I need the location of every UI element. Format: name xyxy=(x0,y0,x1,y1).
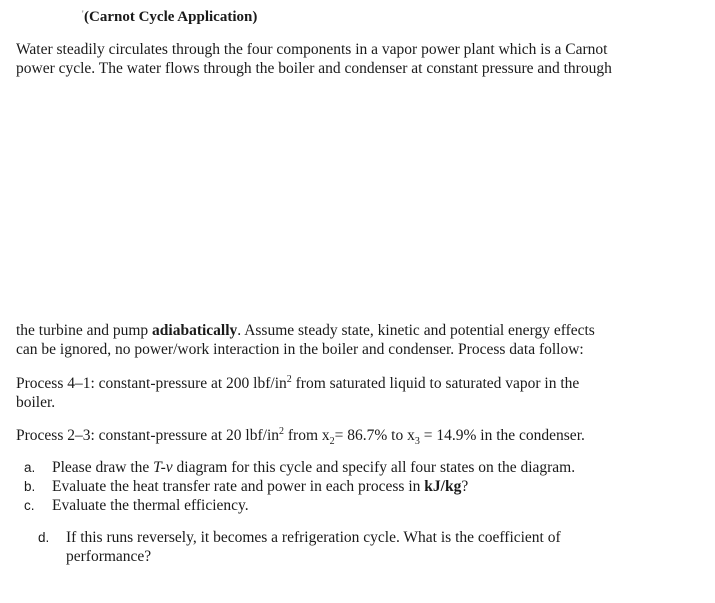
continuation-text-b: . Assume steady state, kinetic and potential energy effects xyxy=(237,322,595,339)
tv-italic: T-v xyxy=(153,459,173,476)
continuation-paragraph xyxy=(16,321,706,359)
question-b-label: b. xyxy=(24,479,36,494)
problem-title: (Carnot Cycle Application) xyxy=(84,9,258,25)
units-emphasis: kJ/kg xyxy=(424,478,462,495)
x3-subscript: 3 xyxy=(414,436,420,448)
process-2-3-line xyxy=(16,425,706,448)
process-2-3-text-d: = 14.9% in the condenser. xyxy=(419,427,585,444)
question-d-label: d. xyxy=(38,530,50,545)
process-4-1-text-b: from saturated liquid to saturated vapor in the xyxy=(291,375,580,392)
process-4-1-text-a: Process 4–1: constant-pressure at 200 lbf/in xyxy=(16,375,287,392)
question-d-line-2: performance? xyxy=(66,548,152,565)
question-b-text-a: Evaluate the heat transfer rate and power in each process in xyxy=(52,478,425,495)
question-a-label: a. xyxy=(24,460,36,475)
question-b-text-b: ? xyxy=(461,478,469,495)
process-2-3-exponent: 2 xyxy=(279,425,285,437)
question-list-abc xyxy=(24,458,704,515)
continuation-line-1 xyxy=(16,321,706,340)
question-c-text: Evaluate the thermal efficiency. xyxy=(52,497,249,514)
intro-line-2: power cycle. The water flows through the boiler and condenser at constant pressure and through xyxy=(16,60,612,77)
question-d-block xyxy=(38,528,698,566)
process-2-3-text-c: = 86.7% to x xyxy=(334,427,415,444)
process-2-3-text-b: from x xyxy=(284,427,330,444)
question-d xyxy=(38,528,698,566)
bullet-mark: ' xyxy=(82,9,84,19)
process-4-1-line-2: boiler. xyxy=(16,394,56,411)
intro-paragraph xyxy=(16,40,706,78)
continuation-line-2: can be ignored, no power/work interaction in the boiler and condenser. Process data follow: xyxy=(16,341,584,358)
process-4-1 xyxy=(16,374,706,412)
process-2-3 xyxy=(16,425,706,448)
question-b xyxy=(24,477,704,496)
x2-subscript: 2 xyxy=(329,436,335,448)
intro-line-1: Water steadily circulates through the four components in a vapor power plant which is a Carnot xyxy=(16,41,608,58)
question-a-text-b: diagram for this cycle and specify all four states on the diagram. xyxy=(172,459,576,476)
process-4-1-exponent: 2 xyxy=(286,373,292,385)
adiabatically-emphasis: adiabatically xyxy=(152,322,238,339)
question-a-text-a: Please draw the xyxy=(52,459,154,476)
question-c xyxy=(24,496,704,515)
continuation-text-a: the turbine and pump xyxy=(16,322,153,339)
process-4-1-line-1 xyxy=(16,374,706,393)
question-d-line-1: If this runs reversely, it becomes a refrigeration cycle. What is the coefficient of xyxy=(66,529,561,546)
process-2-3-text-a: Process 2–3: constant-pressure at 20 lbf/in xyxy=(16,427,280,444)
question-a xyxy=(24,458,704,477)
question-c-label: c. xyxy=(24,498,35,513)
